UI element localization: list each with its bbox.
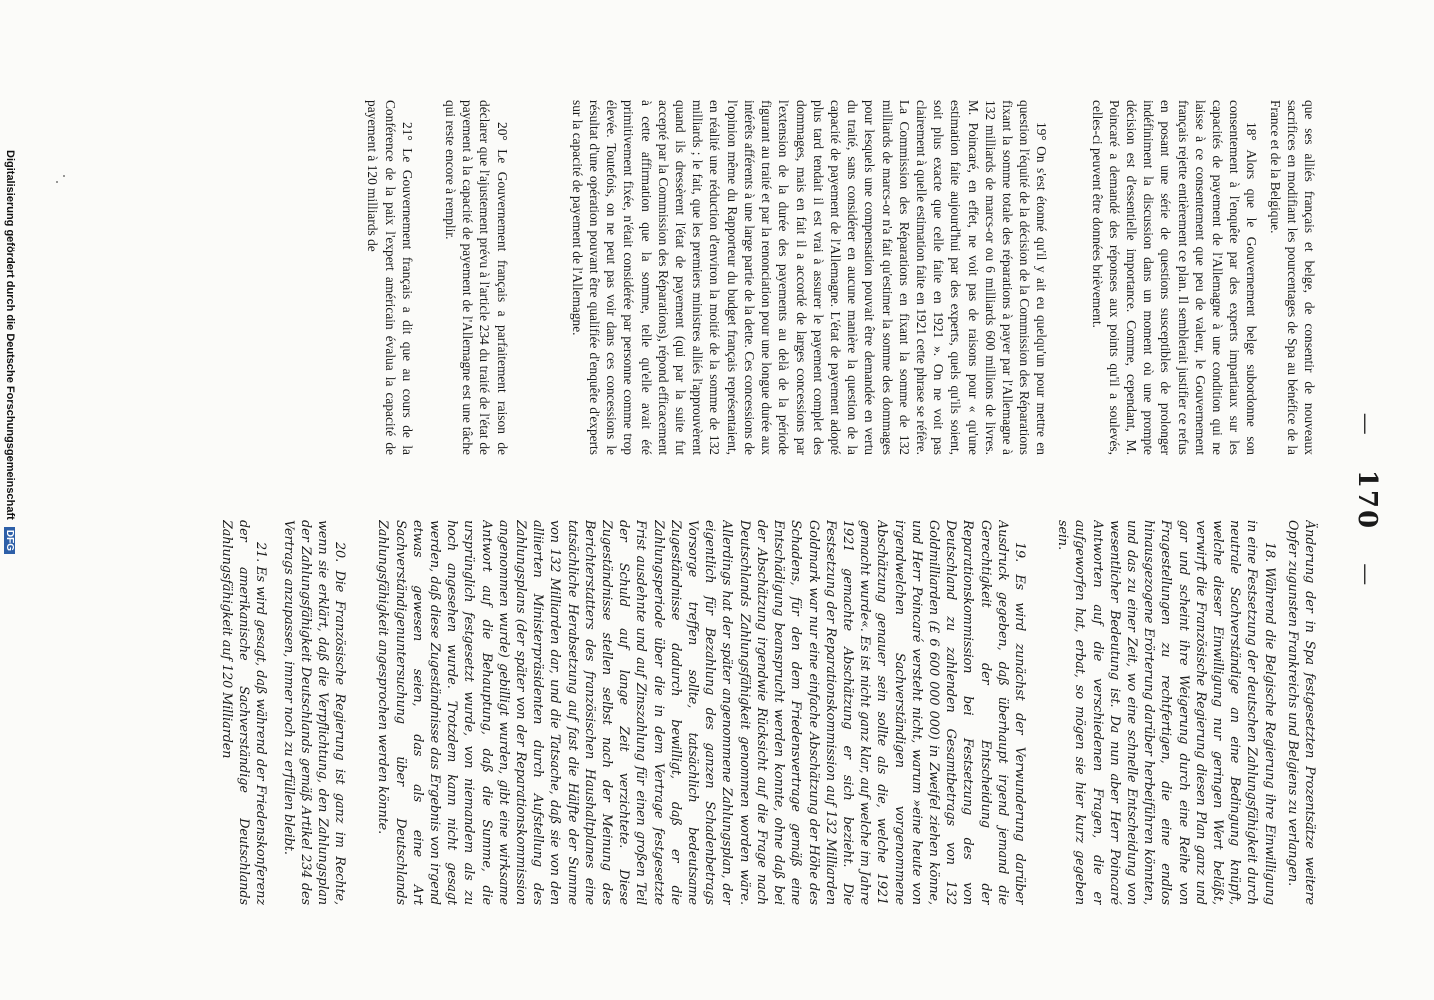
scan-speck [56,181,58,183]
header-dash-right: — [1353,563,1378,588]
french-paragraph-18: 18° Alors que le Gouvernement belge subordonne son consentement à l'enquête par des experts impartiaux sur les capacités de payement de l'Allemagne à une condition qui ne laisse à ce consentement que peu de valeur, le Gouvernement français rejette entièrement ce plan. Il semblerait justifier ce refus en posant une série de questions susceptibles de prolonger indéfiniment la discussion dans un moment où une prompte décision est d'essentielle importance. Comme, cependant, M. Poincaré a demandé des réponses aux points qu'il a soulevés, celles-ci peuvent être données brièvement. [1089,100,1260,455]
scan-speck [63,175,65,177]
german-paragraph-18: 18. Während die Belgische Regierung ihre Einwilligung in eine Festsetzung der deutschen Zahlungsfähigkeit durch neutrale Sachverständige an eine Bedingung knüpft, welche dieser Einwilligung nur geringen Wert beläßt, verwirft die Französische Regierung diesen Plan ganz und gar und scheint ihre Weigerung durch eine Reihe von Fragestellungen zu rechtfertigen, die eine endlos hinausgezogene Erörterung darüber herbeiführen könnten, und das zu einer Zeit, wo eine schnelle Entscheidung von wesentlicher Bedeutung ist. Da nun aber Herr Poincaré Antworten auf die verschiedenen Fragen, die er aufgeworfen hat, erbat, so mögen sie hier kurz gegeben sein. [1055,520,1277,905]
digitization-credit [4,150,16,970]
dfg-logo-badge: DFG [4,527,15,554]
french-paragraph-intro: que ses alliés français et belge, de consentir de nouveaux sacrifices en modifiant les pourcentages de Spa au bénéfice de la France et de la Belgique. [1267,100,1317,455]
page-header [1346,0,1382,1000]
german-paragraph-19: 19. Es wird zunächst der Verwunderung darüber Ausdruck gegeben, daß überhaupt irgend jemand die Gerechtigkeit der Entscheidung der Reparationskommission bei Festsetzung des von Deutschland zu zahlenden Gesamtbetrags von 132 Goldmilliarden (£ 6 600 000 000) in Zweifel ziehen könne, und Herr Poincaré versteht nicht, warum »eine heute von irgendwelchen Sachverständigen vorgenommene Abschätzung genauer sein sollte als die, welche 1921 gemacht wurde«. Es ist nicht ganz klar, auf welche im Jahre 1921 gemachte Abschätzung er sich bezieht. Die Festsetzung der Reparationskommission auf 132 Milliarden Goldmark war nur eine einfache Abschätzung der Höhe des Schadens, für den dem Friedensvertrage gemäß eine Entschädigung beansprucht werden konnte, ohne daß bei der Abschätzung irgendwie Rücksicht auf die Frage nach Deutschlands Zahlungsfähigkeit genommen worden wäre. Allerdings hat der später angenommene Zahlungsplan, der eigentlich für Bezahlung des ganzen Schadenbetrags Vorsorge treffen sollte, tatsächlich bedeutsame Zugeständnisse dadurch bewilligt, daß er die Zahlungsperiode über die in dem Vertrage festgesetzte Frist ausdehnte und auf Zinszahlung für einen großen Teil der Schuld auf lange Zeit verzichtete. Diese Zugeständnisse stellen selbst nach der Meinung des Berichterstatters des französischen Haushaltplanes eine tatsächliche Herabsetzung auf fast die Hälfte der Summe von 132 Milliarden dar, und die Tatsache, daß sie von den alliierten Ministerpräsidenten durch Aufstellung des Zahlungsplans (der später von der Reparationskommission angenommen wurde) gebilligt wurden, gibt eine wirksame Antwort auf die Behauptung, daß die Summe, die ursprünglich festgesetzt wurde, von niemandem als zu hoch angesehen wurde. Trotzdem kann nicht gesagt werden, daß diese Zugeständnisse das Ergebnis von irgend etwas gewesen seien, das als eine Art Sachverständigenuntersuchung über Deutschlands Zahlungsfähigkeit angesprochen werden könnte. [375,520,1027,905]
french-column [118,100,1318,455]
digitization-credit-text: Digitalisierung gefördert durch die Deutsche Forschungsgemeinschaft [4,150,16,520]
page-number: 170 [1352,469,1382,531]
german-column [118,520,1318,905]
german-paragraph-20: 20. Die Französische Regierung ist ganz im Rechte, wenn sie erklärt, daß die Verpflichtung, den Zahlungsplan der Zahlungsfähigkeit Deutschlands gemäß Artikel 234 des Vertrags anzupassen, immer noch zu erfüllen bleibt. [280,520,348,905]
german-paragraph-intro: Änderung der in Spa festgesetzten Prozentsätze weitere Opfer zugunsten Frankreichs und Belgiens zu verlangen. [1284,520,1317,905]
german-paragraph-21: 21. Es wird gesagt, daß während der Friedenskonferenz der amerikanische Sachverständige Deutschlands Zahlungsfähigkeit auf 120 Milliarden [219,520,269,905]
french-paragraph-19: 19° On s'est étonné qu'il y ait eu quelqu'un pour mettre en question l'équité de la décision de la Commission des Réparations fixant la somme totale des réparations à payer par l'Allemagne à 132 milliards de marcs-or ou 6 milliards 600 millions de livres. M. Poincaré, en effet, ne voit pas de raisons pour « qu'une estimation faite aujourd'hui par des experts, quels qu'ils soient, soit plus exacte que celle faite en 1921 ». On ne voit pas clairement à quelle estimation faite en 1921 cette phrase se réfère. La Commission des Réparations en fixant la somme de 132 milliards de marcs-or n'a fait qu'estimer la somme des dommages pour lesquels une compensation pouvait être demandée en vertu du traité, sans considérer en aucune manière la question de la capacité de payement de l'Allemagne. L'état de payement adopté plus tard tendait il est vrai à assurer le payement complet des dommages, mais en fait il a accordé de larges concessions par l'extension de la durée des payements au delà de la période figurant au traité et par la renonciation pour une longue durée aux intérêts afférents à une large partie de la dette. Ces concessions de l'opinion même du Rapporteur du budget français représentaient, en réalité une réduction d'environ la moitié de la somme de 132 milliards ; le fait, que les premiers ministres alliés l'approuvèrent quand ils dressèrent l'état de payement (qui par la suite fut accepté par la Commission des Réparations), répond efficacement à cette affirmation que la somme, telle qu'elle avait été primitivement fixée, n'était considérée par personne comme trop élevée. Toutefois, on ne peut pas voir dans ces concessions le résultat d'une opération pouvant être qualifiée d'enquête d'experts sur la capacité de payement de l'Allemagne. [569,100,1050,455]
header-dash-left: — [1353,412,1378,437]
french-paragraph-20: 20° Le Gouvernement français a parfaitement raison de déclarer que l'ajustement prévu à l'article 234 du traité de l'état de payement à la capacité de payement de l'Allemagne est une tâche qui reste encore à remplir. [443,100,510,455]
french-paragraph-21: 21° Le Gouvernement français a dit que au cours de la Conférence de la paix l'expert américain évalua la capacité de payement à 120 milliards de [365,100,415,455]
